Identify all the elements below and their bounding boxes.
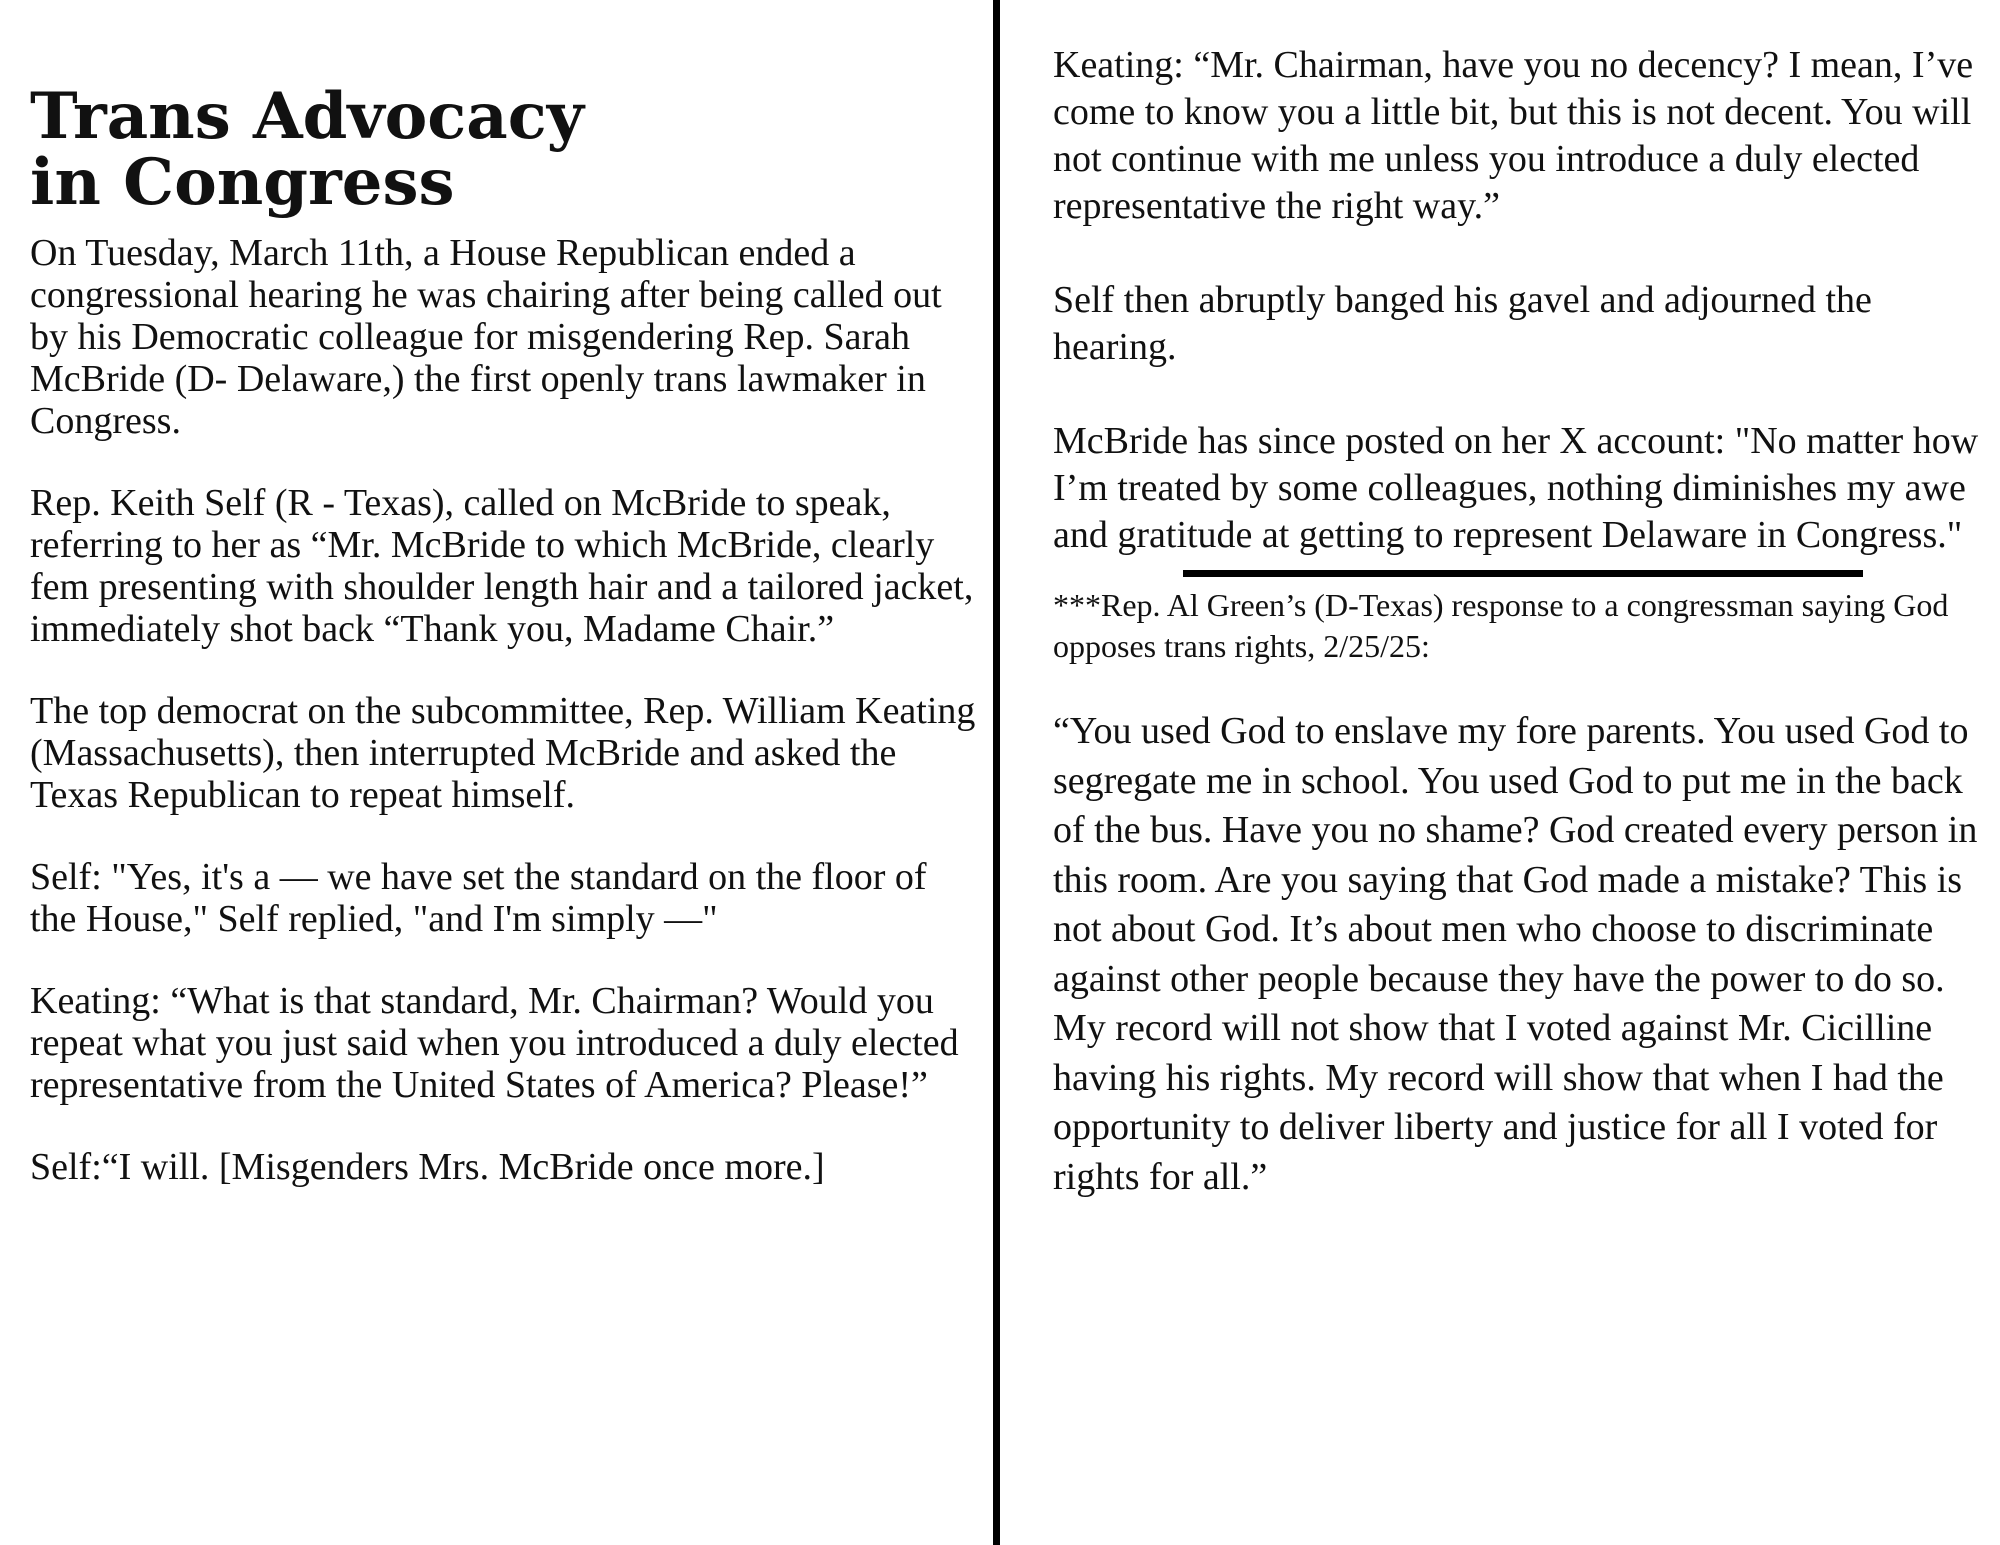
right-paragraph-3: McBride has since posted on her X account: "No matter how I’m treated by some colleagues, nothing diminishes my awe and gratitude at getting to represent Delaware in Congress." (1053, 420, 1979, 556)
title-line-1: Trans Advocacy (30, 79, 584, 154)
left-paragraph-2: Rep. Keith Self (R - Texas), called on McBride to speak, referring to her as “Mr. McBride to which McBride, clearly fem presenting with shoulder length hair and a tailored jacket, immediately shot back “Thank you, Madame Chair.” (30, 482, 974, 650)
left-paragraph-1: On Tuesday, March 11th, a House Republican ended a congressional hearing he was chairing after being called out by his Democratic colleague for misgendering Rep. Sarah McBride (D- Delaware,) the first openly trans lawmaker in Congress. (30, 232, 942, 442)
section-rule (1183, 570, 1863, 577)
column-divider (993, 0, 1000, 1545)
green-quote-intro: ***Rep. Al Green’s (D-Texas) response to a congressman saying God opposes trans rights, 2/25/25: (1053, 587, 1949, 664)
left-column (30, 79, 980, 1228)
right-paragraph-2: Self then abruptly banged his gavel and adjourned the hearing. (1053, 279, 1872, 368)
left-paragraph-6: Self:“I will. [Misgenders Mrs. McBride once more.] (30, 1146, 825, 1188)
right-column (1053, 42, 1993, 1202)
left-paragraph-3: The top democrat on the subcommittee, Rep. William Keating (Massachusetts), then interrupted McBride and asked the Texas Republican to repeat himself. (30, 690, 976, 816)
green-quote: “You used God to enslave my fore parents. You used God to segregate me in school. You used God to put me in the back of the bus. Have you no shame? God created every person in this room. Are you saying that God made a mistake? This is not about God. It’s about men who choose to discriminate against other people because they have the power to do so. My record will not show that I voted against Mr. Cicilline having his rights. My record will show that when I had the opportunity to deliver liberty and justice for all I voted for rights for all.” (1053, 710, 1978, 1198)
left-paragraph-4: Self: "Yes, it's a — we have set the standard on the floor of the House," Self replied, "and I'm simply —" (30, 856, 927, 940)
title-line-2: in Congress (30, 145, 455, 220)
page-title (30, 79, 980, 220)
left-paragraph-5: Keating: “What is that standard, Mr. Chairman? Would you repeat what you just said when you introduced a duly elected representative from the United States of America? Please!” (30, 980, 959, 1106)
right-paragraph-1: Keating: “Mr. Chairman, have you no decency? I mean, I’ve come to know you a little bit, but this is not decent. You will not continue with me unless you introduce a duly elected representative the right way.” (1053, 44, 1974, 227)
